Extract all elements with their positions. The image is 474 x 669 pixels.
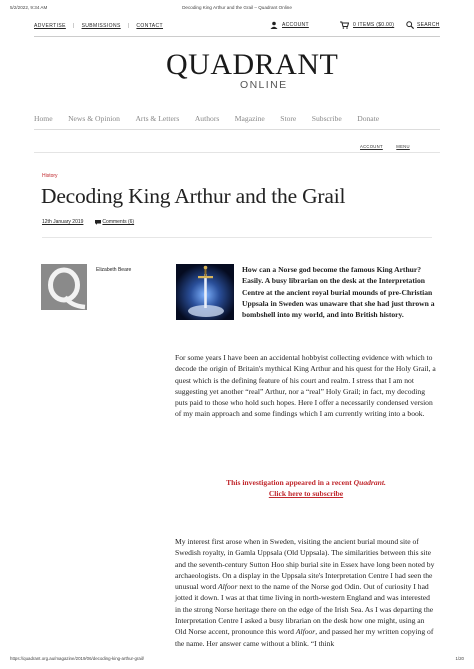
article-date[interactable]: 12th January 2019 bbox=[42, 219, 84, 225]
search-label: SEARCH bbox=[417, 22, 440, 28]
paragraph-emphasis: Alfoor bbox=[218, 582, 238, 592]
notice-text: This investigation appeared in a recent bbox=[226, 478, 354, 487]
print-page-number: 1/20 bbox=[455, 656, 464, 661]
subnav-menu-link[interactable]: MENU bbox=[396, 144, 410, 149]
nav-item-home[interactable]: Home bbox=[34, 114, 53, 123]
advertise-link[interactable]: ADVERTISE bbox=[34, 23, 66, 29]
article-title: Decoding King Arthur and the Grail bbox=[41, 184, 346, 208]
article-image bbox=[176, 264, 234, 320]
divider bbox=[34, 36, 440, 37]
account-link[interactable] bbox=[270, 21, 309, 29]
comment-icon bbox=[95, 220, 101, 225]
nav-item-subscribe[interactable]: Subscribe bbox=[311, 114, 342, 123]
divider bbox=[34, 129, 440, 130]
nav-item-magazine[interactable]: Magazine bbox=[234, 114, 265, 123]
sub-nav bbox=[360, 144, 422, 149]
paragraph-text: , and passed her my written copying of the name. Her answer came without a blink. “I think bbox=[175, 627, 434, 648]
cart-label: 0 ITEMS ($0.00) bbox=[353, 22, 395, 28]
divider bbox=[34, 152, 440, 153]
subnav-account-link[interactable]: ACCOUNT bbox=[360, 144, 383, 149]
paragraph-text: My interest first arose when in Sweden, visiting the ancient burial mound site of Swedish royalty, in Gamla Uppsala (Old Uppsala). The similarities between this site and the seventh-century Sutton Hoo ship burial site in Essex have long been noted by archaeologists. On a display in the Uppsala site's Interpretation Centre I had seen the unusual word bbox=[175, 537, 435, 592]
notice-magazine-name: Quadrant. bbox=[353, 478, 386, 487]
comments-link[interactable] bbox=[95, 219, 134, 225]
article-meta bbox=[42, 219, 134, 225]
divider: | bbox=[127, 23, 130, 29]
quadrant-q-icon bbox=[41, 264, 87, 310]
article-lead: How can a Norse god become the famous King Arthur? Easily. A busy librarian on the desk at the Interpretation Centre at the ancient royal burial mounds of pre-Christian Uppsala in Sweden was unaware that she had just thrown a bombshell into my world, and into British history. bbox=[242, 265, 435, 320]
comments-label: Comments (6) bbox=[102, 219, 135, 225]
paragraph-emphasis: Alfoor bbox=[295, 627, 316, 637]
divider bbox=[42, 237, 432, 238]
nav-item-arts-letters[interactable]: Arts & Letters bbox=[135, 114, 180, 123]
search-icon bbox=[406, 21, 414, 29]
paragraph-text: next to the name of the Norse god Odin. Out of curiosity I had jotted it down. I was at that time living in north-western England and was interested in the strong Norse heritage there on the edge of the Irish Sea. As I was departing the Interpretation Centre I asked a busy librarian on the desk how one might, using an Old Norse accent, pronounce this word bbox=[175, 582, 434, 637]
print-url: https://quadrant.org.au/magazine/2019/06/decoding-king-arthur-grail/ bbox=[10, 656, 144, 661]
article-paragraph: For some years I have been an accidental hobbyist collecting evidence with which to decode the origin of Britain's mythical King Arthur and his quest for the Holy Grail, a quest which is the defining feature of his court and realm. I stress that I am not suggesting yet another “real” Arthur, nor a “real” Holy Grail; in fact, my decoding puts paid to those who hold such hopes. Here I offer a necessarily condensed version of my main approach and some findings which I am currently writing into a book. bbox=[175, 353, 436, 419]
nav-item-news-opinion[interactable]: News & Opinion bbox=[68, 114, 120, 123]
utility-nav bbox=[34, 23, 163, 29]
account-label: ACCOUNT bbox=[282, 22, 309, 28]
search-link[interactable] bbox=[406, 21, 440, 29]
author-avatar[interactable] bbox=[41, 264, 87, 310]
nav-item-store[interactable]: Store bbox=[280, 114, 297, 123]
sword-in-stone-image bbox=[176, 264, 234, 320]
contact-link[interactable]: CONTACT bbox=[136, 23, 164, 29]
cart-icon bbox=[340, 21, 349, 29]
subscribe-notice bbox=[175, 477, 437, 499]
user-icon bbox=[270, 21, 278, 29]
author-name[interactable]: Elizabeth Beare bbox=[96, 267, 132, 273]
subscribe-link[interactable]: Click here to subscribe bbox=[268, 489, 344, 498]
logo-main-text: QUADRANT bbox=[166, 48, 339, 81]
category-label[interactable]: History bbox=[42, 173, 58, 179]
article-paragraph bbox=[175, 536, 437, 649]
cart-link[interactable] bbox=[340, 21, 394, 29]
site-logo[interactable] bbox=[166, 48, 339, 100]
print-datetime: 5/2/2022, 9:34 AM bbox=[10, 5, 48, 10]
print-page-title: Decoding King Arthur and the Grail – Quadrant Online bbox=[182, 5, 292, 10]
nav-item-authors[interactable]: Authors bbox=[194, 114, 220, 123]
divider: | bbox=[72, 23, 75, 29]
logo-sub-text: ONLINE bbox=[240, 79, 288, 91]
nav-item-donate[interactable]: Donate bbox=[357, 114, 380, 123]
submissions-link[interactable]: SUBMISSIONS bbox=[81, 23, 121, 29]
main-nav bbox=[34, 114, 395, 123]
